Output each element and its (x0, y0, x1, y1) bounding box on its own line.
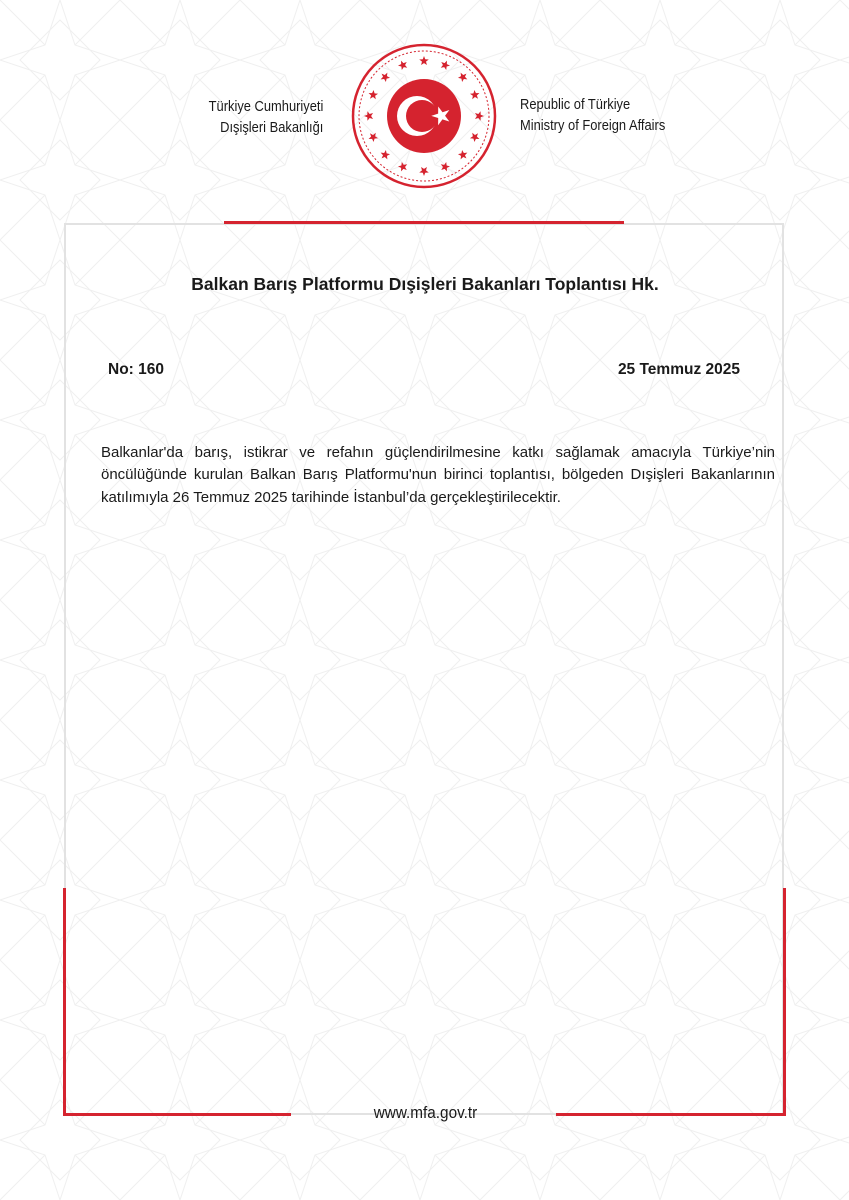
emblem-star-icon (369, 90, 378, 99)
frame-right-red-bar (783, 888, 786, 1116)
document-title: Balkan Barış Platformu Dışişleri Bakanları Toplantısı Hk. (191, 274, 659, 294)
emblem-star-icon (419, 167, 429, 176)
emblem-star-icon (458, 73, 467, 82)
header-left-line2: Dışişleri Bakanlığı (219, 119, 323, 136)
emblem-star-icon (381, 150, 390, 159)
header-turkish-name (150, 96, 323, 138)
header-right-line1: Republic of Türkiye (520, 96, 631, 113)
header-english-name (520, 94, 692, 136)
emblem-star-icon (419, 56, 429, 65)
frame-bottom-right-red-bar (556, 1113, 786, 1116)
emblem-star-icon (441, 162, 450, 171)
header-right-line2: Ministry of Foreign Affairs (520, 117, 666, 134)
footer-url-text: www.mfa.gov.tr (373, 1103, 477, 1122)
frame-top-red-bar (224, 221, 624, 224)
document-number: No: 160 (108, 361, 164, 378)
frame-bottom-left-red-bar (63, 1113, 291, 1116)
emblem-star-icon (441, 61, 450, 70)
emblem-star-icon (364, 111, 373, 121)
document-date: 25 Temmuz 2025 (617, 361, 740, 378)
document-frame (64, 223, 784, 1113)
footer-website-link[interactable] (330, 1102, 520, 1124)
emblem-star-icon (470, 133, 479, 142)
ministry-emblem-icon (351, 43, 497, 189)
emblem-star-icon (475, 111, 484, 121)
emblem-star-icon (398, 61, 407, 70)
frame-left-red-bar (63, 888, 66, 1116)
emblem-star-icon (458, 150, 467, 159)
document-body: Balkanlar'da barış, istikrar ve refahın güçlendirilmesine katkı sağlamak amacıyla Türkiye’nin öncülüğünde kurulan Balkan Barış Platformu'nun birinci toplantısı, bölgeden Dışişleri Bakanlarının katılımıyla 26 Temmuz 2025 tarihinde İstanbul’da gerçekleştirilecektir. (101, 444, 775, 506)
emblem-star-icon (470, 90, 479, 99)
header-left-line1: Türkiye Cumhuriyeti (208, 98, 323, 115)
emblem-star-icon (398, 162, 407, 171)
emblem-star-icon (369, 133, 378, 142)
emblem-star-icon (381, 73, 390, 82)
